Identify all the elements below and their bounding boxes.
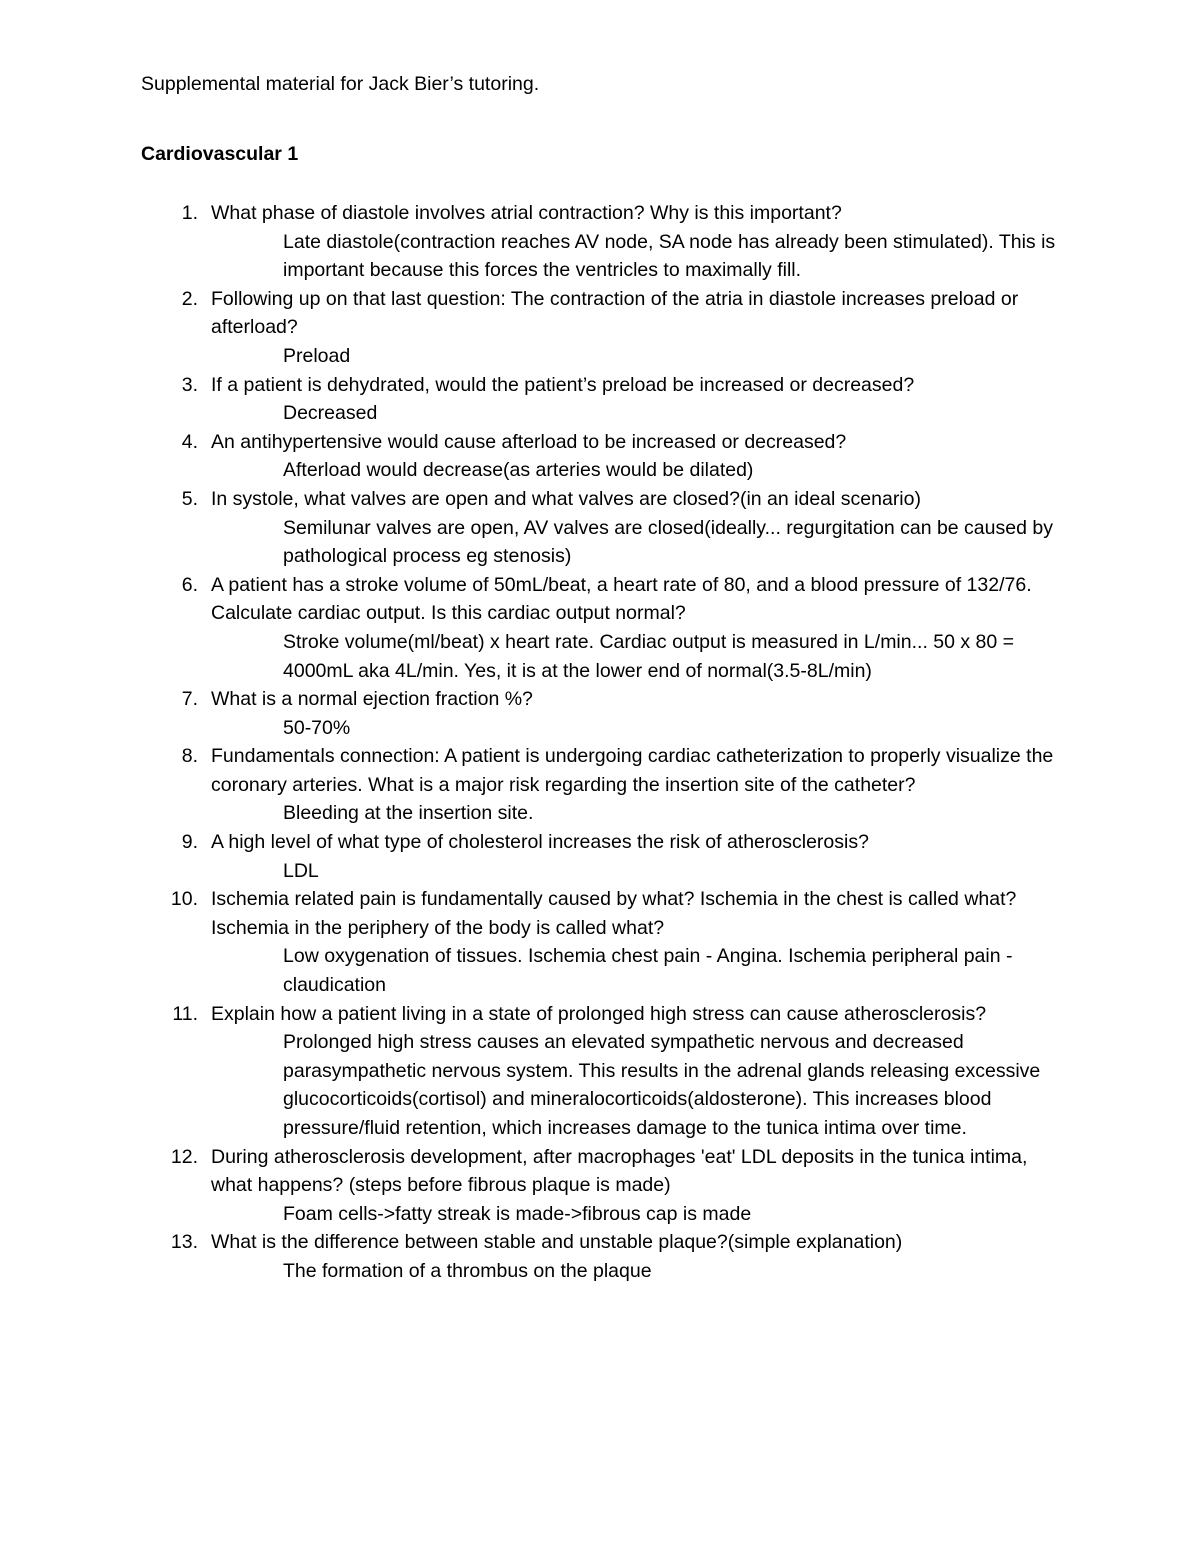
question-text: Fundamentals connection: A patient is undergoing cardiac catheterization to properly visualize the coronary arteries. What is a major risk regarding the insertion site of the catheter? [211,745,1054,796]
question-number: 4. [181,430,198,453]
list-item [0,1000,1200,1143]
question-text: Ischemia related pain is fundamentally caused by what? Ischemia in the chest is called what? Ischemia in the periphery of the body is called what? [211,888,1017,939]
question-number: 1. [181,202,198,224]
list-item [0,828,1200,885]
list-item [0,428,1200,485]
answer-text: Semilunar valves are open, AV valves are closed(ideally... regurgitation can be caused by pathological process eg stenosis) [283,516,1053,568]
list-item [0,1228,1200,1285]
question-text: A high level of what type of cholesterol increases the risk of atherosclerosis? [211,831,869,854]
answer-text: Late diastole(contraction reaches AV node, SA node has already been stimulated). This is important because this forces the ventricles to maximally fill. [283,230,1056,282]
question-text: In systole, what valves are open and what valves are closed?(in an ideal scenario) [211,487,921,510]
list-item [0,571,1200,685]
question-number: 9. [181,831,198,854]
question-text: Explain how a patient living in a state of prolonged high stress can cause atherosclerosis? [211,1002,987,1025]
question-text: What is a normal ejection fraction %? [211,688,533,711]
list-item [0,885,1200,999]
question-text: A patient has a stroke volume of 50mL/beat, a heart rate of 80, and a blood pressure of 132/76. Calculate cardiac output. Is this cardiac output normal? [211,573,1032,625]
question-text: During atherosclerosis development, after macrophages 'eat' LDL deposits in the tunica intima, what happens? (steps before fibrous plaque is made) [211,1145,1028,1197]
question-number: 10. [170,888,198,911]
question-number: 6. [181,573,198,596]
question-number: 3. [181,373,198,396]
document-header: Supplemental material for Jack Bier’s tutoring. [141,73,540,95]
answer-text: Bleeding at the insertion site. [283,802,534,825]
question-text: If a patient is dehydrated, would the patient’s preload be increased or decreased? [211,373,915,396]
list-item [0,199,1200,285]
list-item [0,485,1200,571]
list-item [0,1143,1200,1229]
answer-text: Low oxygenation of tissues. Ischemia chest pain - Angina. Ischemia peripheral pain - claudication [283,945,1013,997]
answer-text: Afterload would decrease(as arteries would be dilated) [283,459,754,482]
answer-text: LDL [283,859,319,882]
question-text: An antihypertensive would cause afterload to be increased or decreased? [211,430,847,453]
question-text: What phase of diastole involves atrial contraction? Why is this important? [211,202,842,224]
list-item [0,371,1200,428]
question-text: What is the difference between stable and unstable plaque?(simple explanation) [211,1231,903,1254]
question-number: 13. [170,1231,198,1254]
answer-text: Stroke volume(ml/beat) x heart rate. Cardiac output is measured in L/min... 50 x 80 = 4000mL aka 4L/min. Yes, it is at the lower end of normal(3.5-8L/min) [283,630,1015,682]
question-number: 8. [181,745,198,768]
list-item [0,742,1200,828]
question-number: 2. [181,287,198,310]
list-item [0,685,1200,742]
question-text: Following up on that last question: The contraction of the atria in diastole increases preload or afterload? [211,287,1019,339]
question-number: 12. [170,1145,198,1168]
answer-text: Prolonged high stress causes an elevated sympathetic nervous and decreased parasympathetic nervous system. This results in the adrenal glands releasing excessive glucocorticoids(cortisol) and mineralocorticoids(aldosterone). This increases blood pressure/fluid retention, which increases damage to the tunica intima over time. [283,1031,1041,1139]
section-title: Cardiovascular 1 [141,143,299,165]
answer-text: 50-70% [283,716,351,739]
question-number: 5. [181,487,198,510]
answer-text: Foam cells->fatty streak is made->fibrous cap is made [283,1202,752,1225]
question-number: 11. [172,1002,198,1025]
answer-text: The formation of a thrombus on the plaque [283,1259,652,1282]
answer-text: Preload [283,344,351,367]
question-list [0,199,1200,1286]
answer-text: Decreased [283,402,378,425]
question-number: 7. [181,688,198,711]
list-item [0,285,1200,371]
